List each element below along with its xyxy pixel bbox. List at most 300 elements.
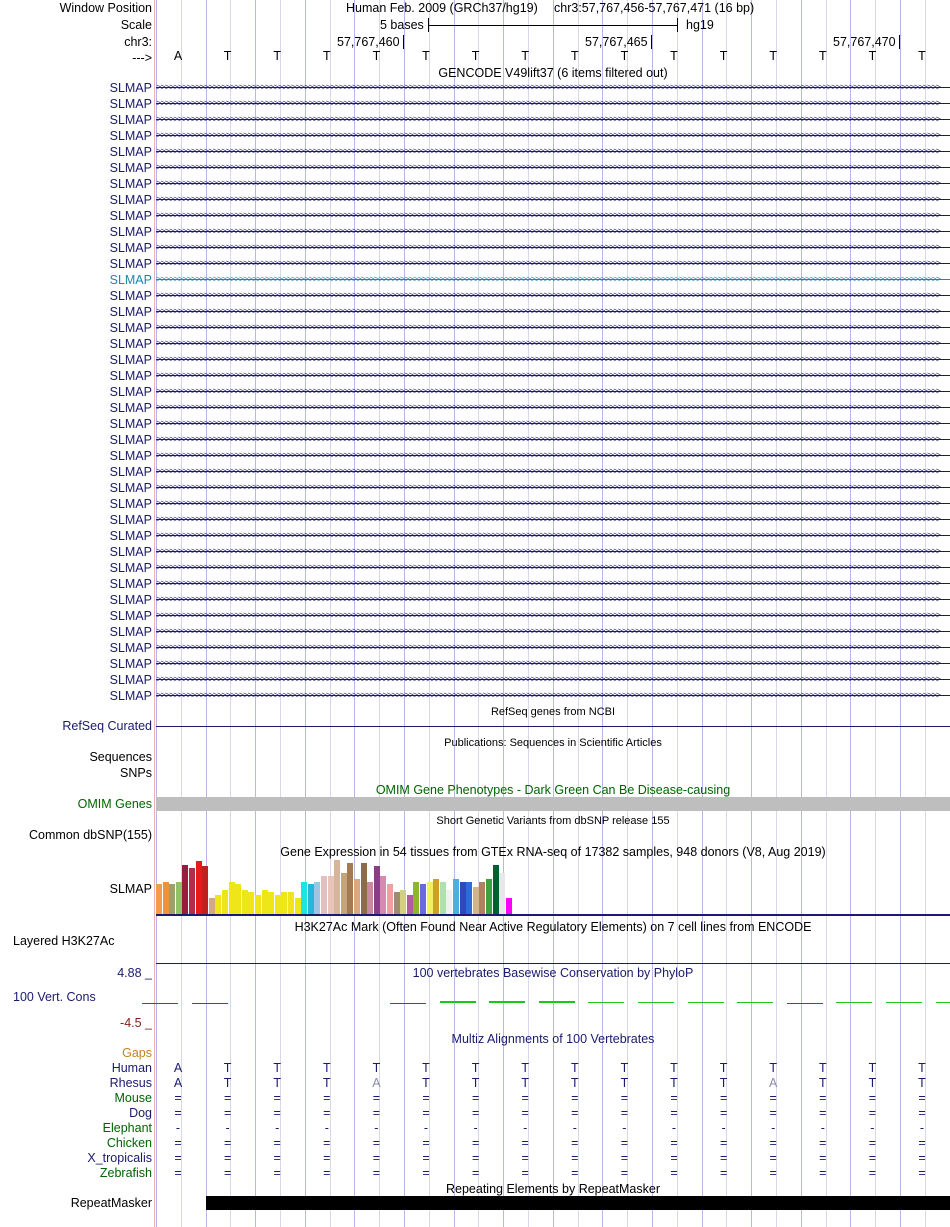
gtex-tissue-bar[interactable]: [288, 892, 294, 914]
gtex-tissue-bar[interactable]: [222, 890, 228, 914]
multiz-base: =: [471, 1091, 480, 1105]
multiz-base: =: [571, 1166, 579, 1180]
multiz-base: -: [175, 1121, 181, 1135]
multiz-base: =: [670, 1106, 678, 1120]
gencode-transcript-label[interactable]: SLMAP: [109, 305, 152, 319]
dna-base: T: [570, 49, 579, 63]
gencode-transcript[interactable]: >>>>>>>>>>>>>>>>>>>>>>>>>>>>>>>>>>>>>>>>>>>>>>>>>>>>>>>>>>>>>>>>>>>>>>>>>>>>>>>>>>>>>>>>>>>>>>>>>>>>>>>>>>>>>>>>>>>>>>>>>>>>>>>>>>>>>>>>>>>>>>>>>>>>>>>>>>>>>>>>>>>>>>>>>>>>>>>>>>>>: [156, 497, 950, 511]
multiz-base: T: [273, 1061, 281, 1075]
gencode-transcript[interactable]: >>>>>>>>>>>>>>>>>>>>>>>>>>>>>>>>>>>>>>>>>>>>>>>>>>>>>>>>>>>>>>>>>>>>>>>>>>>>>>>>>>>>>>>>>>>>>>>>>>>>>>>>>>>>>>>>>>>>>>>>>>>>>>>>>>>>>>>>>>>>>>>>>>>>>>>>>>>>>>>>>>>>>>>>>>>>>>>>>>>>: [156, 545, 950, 559]
gencode-transcript-label[interactable]: SLMAP: [109, 497, 152, 511]
gtex-tissue-bar[interactable]: [347, 863, 353, 914]
gencode-transcript-label[interactable]: SLMAP: [109, 129, 152, 143]
gencode-transcript[interactable]: >>>>>>>>>>>>>>>>>>>>>>>>>>>>>>>>>>>>>>>>>>>>>>>>>>>>>>>>>>>>>>>>>>>>>>>>>>>>>>>>>>>>>>>>>>>>>>>>>>>>>>>>>>>>>>>>>>>>>>>>>>>>>>>>>>>>>>>>>>>>>>>>>>>>>>>>>>>>>>>>>>>>>>>>>>>>>>>>>>>>: [156, 657, 950, 671]
multiz-base: =: [719, 1091, 728, 1105]
multiz-base: -: [671, 1121, 677, 1135]
gencode-transcript-label[interactable]: SLMAP: [109, 209, 152, 223]
multiz-base: T: [372, 1061, 381, 1075]
gtex-tissue-bar[interactable]: [387, 884, 393, 914]
gencode-transcript[interactable]: >>>>>>>>>>>>>>>>>>>>>>>>>>>>>>>>>>>>>>>>>>>>>>>>>>>>>>>>>>>>>>>>>>>>>>>>>>>>>>>>>>>>>>>>>>>>>>>>>>>>>>>>>>>>>>>>>>>>>>>>>>>>>>>>>>>>>>>>>>>>>>>>>>>>>>>>>>>>>>>>>>>>>>>>>>>>>>>>>>>>: [156, 449, 950, 463]
snps-label[interactable]: SNPs: [120, 766, 152, 780]
multiz-base: =: [670, 1091, 678, 1105]
coord-tick-mark-1: [403, 35, 404, 49]
multiz-base: =: [819, 1091, 827, 1105]
gencode-transcript[interactable]: >>>>>>>>>>>>>>>>>>>>>>>>>>>>>>>>>>>>>>>>>>>>>>>>>>>>>>>>>>>>>>>>>>>>>>>>>>>>>>>>>>>>>>>>>>>>>>>>>>>>>>>>>>>>>>>>>>>>>>>>>>>>>>>>>>>>>>>>>>>>>>>>>>>>>>>>>>>>>>>>>>>>>>>>>>>>>>>>>>>>: [156, 529, 950, 543]
gencode-transcript-label[interactable]: SLMAP: [109, 401, 152, 415]
multiz-species-label[interactable]: Dog: [129, 1106, 152, 1120]
multiz-base: -: [225, 1121, 230, 1135]
gencode-transcript[interactable]: >>>>>>>>>>>>>>>>>>>>>>>>>>>>>>>>>>>>>>>>>>>>>>>>>>>>>>>>>>>>>>>>>>>>>>>>>>>>>>>>>>>>>>>>>>>>>>>>>>>>>>>>>>>>>>>>>>>>>>>>>>>>>>>>>>>>>>>>>>>>>>>>>>>>>>>>>>>>>>>>>>>>>>>>>>>>>>>>>>>>: [156, 593, 950, 607]
multiz-base: =: [471, 1136, 480, 1150]
multiz-base: T: [719, 1061, 728, 1075]
multiz-base: -: [820, 1121, 825, 1135]
gtex-tissue-bar[interactable]: [400, 890, 406, 914]
multiz-base: =: [372, 1151, 381, 1165]
gencode-transcript[interactable]: >>>>>>>>>>>>>>>>>>>>>>>>>>>>>>>>>>>>>>>>>>>>>>>>>>>>>>>>>>>>>>>>>>>>>>>>>>>>>>>>>>>>>>>>>>>>>>>>>>>>>>>>>>>>>>>>>>>>>>>>>>>>>>>>>>>>>>>>>>>>>>>>>>>>>>>>>>>>>>>>>>>>>>>>>>>>>>>>>>>>: [156, 225, 950, 239]
gencode-transcript-label[interactable]: SLMAP: [109, 417, 152, 431]
multiz-base: =: [719, 1106, 728, 1120]
multiz-species-label[interactable]: Human: [111, 1061, 152, 1075]
multiz-base: =: [422, 1091, 430, 1105]
gencode-transcript[interactable]: >>>>>>>>>>>>>>>>>>>>>>>>>>>>>>>>>>>>>>>>>>>>>>>>>>>>>>>>>>>>>>>>>>>>>>>>>>>>>>>>>>>>>>>>>>>>>>>>>>>>>>>>>>>>>>>>>>>>>>>>>>>>>>>>>>>>>>>>>>>>>>>>>>>>>>>>>>>>>>>>>>>>>>>>>>>>>>>>>>>>: [156, 561, 950, 575]
sequences-label[interactable]: Sequences: [89, 750, 152, 764]
gencode-transcript-label[interactable]: SLMAP: [109, 561, 152, 575]
multiz-base: =: [372, 1166, 381, 1180]
dna-base: T: [769, 49, 777, 63]
gencode-transcript[interactable]: >>>>>>>>>>>>>>>>>>>>>>>>>>>>>>>>>>>>>>>>>>>>>>>>>>>>>>>>>>>>>>>>>>>>>>>>>>>>>>>>>>>>>>>>>>>>>>>>>>>>>>>>>>>>>>>>>>>>>>>>>>>>>>>>>>>>>>>>>>>>>>>>>>>>>>>>>>>>>>>>>>>>>>>>>>>>>>>>>>>>: [156, 641, 950, 655]
gtex-tissue-bar[interactable]: [248, 892, 254, 914]
multiz-base: =: [174, 1151, 182, 1165]
gencode-transcript-label[interactable]: SLMAP: [109, 545, 152, 559]
gencode-transcript-label[interactable]: SLMAP: [109, 241, 152, 255]
gtex-tissue-bar[interactable]: [169, 884, 175, 914]
gencode-transcript-label[interactable]: SLMAP: [109, 337, 152, 351]
gencode-transcript[interactable]: >>>>>>>>>>>>>>>>>>>>>>>>>>>>>>>>>>>>>>>>>>>>>>>>>>>>>>>>>>>>>>>>>>>>>>>>>>>>>>>>>>>>>>>>>>>>>>>>>>>>>>>>>>>>>>>>>>>>>>>>>>>>>>>>>>>>>>>>>>>>>>>>>>>>>>>>>>>>>>>>>>>>>>>>>>>>>>>>>>>>: [156, 513, 950, 527]
conservation-score-bar: [688, 1002, 724, 1003]
position-readout: chr3:57,767,456-57,767,471 (16 bp): [554, 1, 755, 15]
gencode-transcript-label[interactable]: SLMAP: [109, 321, 152, 335]
gencode-transcript[interactable]: >>>>>>>>>>>>>>>>>>>>>>>>>>>>>>>>>>>>>>>>>>>>>>>>>>>>>>>>>>>>>>>>>>>>>>>>>>>>>>>>>>>>>>>>>>>>>>>>>>>>>>>>>>>>>>>>>>>>>>>>>>>>>>>>>>>>>>>>>>>>>>>>>>>>>>>>>>>>>>>>>>>>>>>>>>>>>>>>>>>>: [156, 305, 950, 319]
gtex-tissue-bar[interactable]: [466, 882, 472, 914]
gtex-baseline: [156, 914, 950, 916]
multiz-base: =: [918, 1166, 926, 1180]
dbsnp-track-label[interactable]: Common dbSNP(155): [29, 828, 152, 842]
multiz-species-label[interactable]: Rhesus: [109, 1076, 152, 1090]
window-position-label: Window Position: [59, 1, 152, 15]
gencode-transcript-label[interactable]: SLMAP: [109, 433, 152, 447]
dna-base: T: [918, 49, 926, 63]
multiz-base: =: [223, 1136, 232, 1150]
h3k27ac-track-title: H3K27Ac Mark (Often Found Near Active Regulatory Elements) on 7 cell lines from ENCODE: [294, 920, 812, 934]
gtex-tissue-bar[interactable]: [182, 865, 188, 914]
conservation-score-bar: [836, 1002, 872, 1003]
gencode-transcript[interactable]: >>>>>>>>>>>>>>>>>>>>>>>>>>>>>>>>>>>>>>>>>>>>>>>>>>>>>>>>>>>>>>>>>>>>>>>>>>>>>>>>>>>>>>>>>>>>>>>>>>>>>>>>>>>>>>>>>>>>>>>>>>>>>>>>>>>>>>>>>>>>>>>>>>>>>>>>>>>>>>>>>>>>>>>>>>>>>>>>>>>>: [156, 353, 950, 367]
conservation-track-title: 100 vertebrates Basewise Conservation by PhyloP: [412, 966, 694, 980]
multiz-base: -: [423, 1121, 429, 1135]
multiz-base: =: [670, 1151, 678, 1165]
conservation-score-bar: [539, 1001, 575, 1003]
multiz-base: =: [620, 1136, 629, 1150]
dna-base: T: [273, 49, 281, 63]
db-name: hg19: [686, 18, 714, 32]
multiz-base: =: [868, 1091, 877, 1105]
repeatmasker-track-label[interactable]: RepeatMasker: [70, 1196, 152, 1210]
multiz-base: =: [918, 1151, 926, 1165]
multiz-base: A: [173, 1061, 183, 1075]
multiz-base: =: [571, 1136, 579, 1150]
refseq-track-title: RefSeq genes from NCBI: [490, 706, 616, 718]
conservation-track-label[interactable]: 100 Vert. Cons: [13, 990, 96, 1004]
dna-base: T: [471, 49, 480, 63]
gencode-transcript-label[interactable]: SLMAP: [109, 593, 152, 607]
assembly-name: Human Feb. 2009 (GRCh37/hg19): [346, 1, 538, 15]
multiz-base: T: [322, 1076, 331, 1090]
dna-base: T: [223, 49, 232, 63]
multiz-base: =: [819, 1106, 827, 1120]
gencode-transcript[interactable]: >>>>>>>>>>>>>>>>>>>>>>>>>>>>>>>>>>>>>>>>>>>>>>>>>>>>>>>>>>>>>>>>>>>>>>>>>>>>>>>>>>>>>>>>>>>>>>>>>>>>>>>>>>>>>>>>>>>>>>>>>>>>>>>>>>>>>>>>>>>>>>>>>>>>>>>>>>>>>>>>>>>>>>>>>>>>>>>>>>>>: [156, 145, 950, 159]
multiz-base: =: [819, 1166, 827, 1180]
multiz-base: -: [324, 1121, 329, 1135]
gtex-tissue-bar[interactable]: [281, 892, 287, 914]
gencode-transcript-label[interactable]: SLMAP: [109, 353, 152, 367]
dna-base: T: [422, 49, 430, 63]
gencode-transcript-label[interactable]: SLMAP: [109, 385, 152, 399]
gencode-transcript-label[interactable]: SLMAP: [109, 161, 152, 175]
multiz-base: =: [422, 1151, 430, 1165]
multiz-base: T: [918, 1061, 926, 1075]
conservation-score-bar: [936, 1002, 950, 1003]
multiz-base: T: [471, 1061, 480, 1075]
multiz-base: =: [620, 1091, 629, 1105]
gencode-transcript-label[interactable]: SLMAP: [109, 113, 152, 127]
gtex-tissue-bar[interactable]: [235, 884, 241, 914]
multiz-base: A: [769, 1076, 778, 1090]
multiz-base: -: [919, 1121, 925, 1135]
gtex-tissue-bar[interactable]: [354, 879, 360, 914]
conservation-score-bar: [638, 1002, 674, 1003]
h3k27ac-baseline: [156, 963, 950, 964]
multiz-base: =: [174, 1136, 182, 1150]
multiz-base: =: [521, 1166, 529, 1180]
gencode-transcript[interactable]: >>>>>>>>>>>>>>>>>>>>>>>>>>>>>>>>>>>>>>>>>>>>>>>>>>>>>>>>>>>>>>>>>>>>>>>>>>>>>>>>>>>>>>>>>>>>>>>>>>>>>>>>>>>>>>>>>>>>>>>>>>>>>>>>>>>>>>>>>>>>>>>>>>>>>>>>>>>>>>>>>>>>>>>>>>>>>>>>>>>>: [156, 417, 950, 431]
multiz-base: T: [322, 1061, 331, 1075]
gencode-transcript[interactable]: >>>>>>>>>>>>>>>>>>>>>>>>>>>>>>>>>>>>>>>>>>>>>>>>>>>>>>>>>>>>>>>>>>>>>>>>>>>>>>>>>>>>>>>>>>>>>>>>>>>>>>>>>>>>>>>>>>>>>>>>>>>>>>>>>>>>>>>>>>>>>>>>>>>>>>>>>>>>>>>>>>>>>>>>>>>>>>>>>>>>: [156, 433, 950, 447]
multiz-base: =: [174, 1166, 182, 1180]
multiz-base: =: [174, 1106, 182, 1120]
gencode-transcript-label[interactable]: SLMAP: [109, 465, 152, 479]
multiz-base: =: [323, 1091, 331, 1105]
gtex-tissue-bar[interactable]: [446, 890, 452, 914]
gtex-tissue-bar[interactable]: [380, 876, 386, 914]
multiz-base: T: [521, 1061, 529, 1075]
gencode-transcript-label[interactable]: SLMAP: [109, 609, 152, 623]
gencode-transcript[interactable]: >>>>>>>>>>>>>>>>>>>>>>>>>>>>>>>>>>>>>>>>>>>>>>>>>>>>>>>>>>>>>>>>>>>>>>>>>>>>>>>>>>>>>>>>>>>>>>>>>>>>>>>>>>>>>>>>>>>>>>>>>>>>>>>>>>>>>>>>>>>>>>>>>>>>>>>>>>>>>>>>>>>>>>>>>>>>>>>>>>>>: [156, 481, 950, 495]
multiz-base: =: [422, 1166, 430, 1180]
multiz-species-label[interactable]: X_tropicalis: [87, 1151, 152, 1165]
gencode-transcript[interactable]: >>>>>>>>>>>>>>>>>>>>>>>>>>>>>>>>>>>>>>>>>>>>>>>>>>>>>>>>>>>>>>>>>>>>>>>>>>>>>>>>>>>>>>>>>>>>>>>>>>>>>>>>>>>>>>>>>>>>>>>>>>>>>>>>>>>>>>>>>>>>>>>>>>>>>>>>>>>>>>>>>>>>>>>>>>>>>>>>>>>>: [156, 337, 950, 351]
multiz-base: =: [719, 1166, 728, 1180]
multiz-base: =: [422, 1106, 430, 1120]
gtex-tissue-bar[interactable]: [367, 882, 373, 914]
multiz-base: =: [719, 1151, 728, 1165]
multiz-base: T: [868, 1076, 877, 1090]
coord-tick-1: 57,767,460: [337, 35, 400, 49]
gencode-transcript[interactable]: >>>>>>>>>>>>>>>>>>>>>>>>>>>>>>>>>>>>>>>>>>>>>>>>>>>>>>>>>>>>>>>>>>>>>>>>>>>>>>>>>>>>>>>>>>>>>>>>>>>>>>>>>>>>>>>>>>>>>>>>>>>>>>>>>>>>>>>>>>>>>>>>>>>>>>>>>>>>>>>>>>>>>>>>>>>>>>>>>>>>: [156, 113, 950, 127]
multiz-base: -: [622, 1121, 627, 1135]
multiz-base: =: [223, 1091, 232, 1105]
multiz-base: =: [471, 1166, 480, 1180]
dna-base: A: [173, 49, 183, 63]
publications-track-title: Publications: Sequences in Scientific Articles: [444, 737, 662, 749]
gencode-transcript-label[interactable]: SLMAP: [109, 257, 152, 271]
gencode-transcript[interactable]: >>>>>>>>>>>>>>>>>>>>>>>>>>>>>>>>>>>>>>>>>>>>>>>>>>>>>>>>>>>>>>>>>>>>>>>>>>>>>>>>>>>>>>>>>>>>>>>>>>>>>>>>>>>>>>>>>>>>>>>>>>>>>>>>>>>>>>>>>>>>>>>>>>>>>>>>>>>>>>>>>>>>>>>>>>>>>>>>>>>>: [156, 161, 950, 175]
gtex-tissue-bar[interactable]: [202, 866, 208, 914]
h3k27ac-track-label[interactable]: Layered H3K27Ac: [13, 934, 115, 948]
gencode-transcript[interactable]: >>>>>>>>>>>>>>>>>>>>>>>>>>>>>>>>>>>>>>>>>>>>>>>>>>>>>>>>>>>>>>>>>>>>>>>>>>>>>>>>>>>>>>>>>>>>>>>>>>>>>>>>>>>>>>>>>>>>>>>>>>>>>>>>>>>>>>>>>>>>>>>>>>>>>>>>>>>>>>>>>>>>>>>>>>>>>>>>>>>>: [156, 177, 950, 191]
gencode-transcript-label[interactable]: SLMAP: [109, 177, 152, 191]
dna-base: T: [521, 49, 529, 63]
gencode-transcript-label[interactable]: SLMAP: [109, 673, 152, 687]
scale-bar: [428, 18, 678, 32]
gencode-transcript-label[interactable]: SLMAP: [109, 577, 152, 591]
gencode-transcript[interactable]: >>>>>>>>>>>>>>>>>>>>>>>>>>>>>>>>>>>>>>>>>>>>>>>>>>>>>>>>>>>>>>>>>>>>>>>>>>>>>>>>>>>>>>>>>>>>>>>>>>>>>>>>>>>>>>>>>>>>>>>>>>>>>>>>>>>>>>>>>>>>>>>>>>>>>>>>>>>>>>>>>>>>>>>>>>>>>>>>>>>>: [156, 673, 950, 687]
gtex-tissue-bar[interactable]: [420, 884, 426, 914]
gtex-tissue-bar[interactable]: [499, 873, 505, 914]
gtex-tissue-bar[interactable]: [301, 882, 307, 914]
multiz-base: =: [769, 1106, 777, 1120]
gencode-transcript[interactable]: >>>>>>>>>>>>>>>>>>>>>>>>>>>>>>>>>>>>>>>>>>>>>>>>>>>>>>>>>>>>>>>>>>>>>>>>>>>>>>>>>>>>>>>>>>>>>>>>>>>>>>>>>>>>>>>>>>>>>>>>>>>>>>>>>>>>>>>>>>>>>>>>>>>>>>>>>>>>>>>>>>>>>>>>>>>>>>>>>>>>: [156, 273, 950, 287]
gtex-tissue-bar[interactable]: [321, 876, 327, 914]
multiz-species-label[interactable]: Elephant: [102, 1121, 152, 1135]
multiz-base: =: [323, 1106, 331, 1120]
coord-tick-3: 57,767,470: [833, 35, 896, 49]
conservation-score-bar: [440, 1001, 476, 1003]
multiz-base: =: [819, 1151, 827, 1165]
multiz-base: -: [870, 1121, 875, 1135]
gencode-transcript[interactable]: >>>>>>>>>>>>>>>>>>>>>>>>>>>>>>>>>>>>>>>>>>>>>>>>>>>>>>>>>>>>>>>>>>>>>>>>>>>>>>>>>>>>>>>>>>>>>>>>>>>>>>>>>>>>>>>>>>>>>>>>>>>>>>>>>>>>>>>>>>>>>>>>>>>>>>>>>>>>>>>>>>>>>>>>>>>>>>>>>>>>: [156, 129, 950, 143]
multiz-base: T: [273, 1076, 281, 1090]
multiz-base: =: [571, 1151, 579, 1165]
multiz-base: =: [521, 1091, 529, 1105]
gtex-tissue-bar[interactable]: [156, 884, 162, 914]
gencode-transcript[interactable]: >>>>>>>>>>>>>>>>>>>>>>>>>>>>>>>>>>>>>>>>>>>>>>>>>>>>>>>>>>>>>>>>>>>>>>>>>>>>>>>>>>>>>>>>>>>>>>>>>>>>>>>>>>>>>>>>>>>>>>>>>>>>>>>>>>>>>>>>>>>>>>>>>>>>>>>>>>>>>>>>>>>>>>>>>>>>>>>>>>>>: [156, 385, 950, 399]
conservation-score-bar: [588, 1002, 624, 1003]
gencode-transcript[interactable]: >>>>>>>>>>>>>>>>>>>>>>>>>>>>>>>>>>>>>>>>>>>>>>>>>>>>>>>>>>>>>>>>>>>>>>>>>>>>>>>>>>>>>>>>>>>>>>>>>>>>>>>>>>>>>>>>>>>>>>>>>>>>>>>>>>>>>>>>>>>>>>>>>>>>>>>>>>>>>>>>>>>>>>>>>>>>>>>>>>>>: [156, 625, 950, 639]
gencode-track-title: GENCODE V49lift37 (6 items filtered out): [438, 66, 668, 80]
multiz-base: =: [670, 1136, 678, 1150]
multiz-base: A: [372, 1076, 381, 1090]
gencode-transcript[interactable]: >>>>>>>>>>>>>>>>>>>>>>>>>>>>>>>>>>>>>>>>>>>>>>>>>>>>>>>>>>>>>>>>>>>>>>>>>>>>>>>>>>>>>>>>>>>>>>>>>>>>>>>>>>>>>>>>>>>>>>>>>>>>>>>>>>>>>>>>>>>>>>>>>>>>>>>>>>>>>>>>>>>>>>>>>>>>>>>>>>>>: [156, 97, 950, 111]
gaps-label: Gaps: [122, 1046, 152, 1060]
conservation-max: 4.88 _: [117, 966, 152, 980]
gencode-transcript[interactable]: >>>>>>>>>>>>>>>>>>>>>>>>>>>>>>>>>>>>>>>>>>>>>>>>>>>>>>>>>>>>>>>>>>>>>>>>>>>>>>>>>>>>>>>>>>>>>>>>>>>>>>>>>>>>>>>>>>>>>>>>>>>>>>>>>>>>>>>>>>>>>>>>>>>>>>>>>>>>>>>>>>>>>>>>>>>>>>>>>>>>: [156, 241, 950, 255]
multiz-base: =: [273, 1151, 281, 1165]
gencode-transcript[interactable]: >>>>>>>>>>>>>>>>>>>>>>>>>>>>>>>>>>>>>>>>>>>>>>>>>>>>>>>>>>>>>>>>>>>>>>>>>>>>>>>>>>>>>>>>>>>>>>>>>>>>>>>>>>>>>>>>>>>>>>>>>>>>>>>>>>>>>>>>>>>>>>>>>>>>>>>>>>>>>>>>>>>>>>>>>>>>>>>>>>>>: [156, 609, 950, 623]
strand-arrow-label: --->: [132, 51, 152, 65]
gencode-transcript[interactable]: >>>>>>>>>>>>>>>>>>>>>>>>>>>>>>>>>>>>>>>>>>>>>>>>>>>>>>>>>>>>>>>>>>>>>>>>>>>>>>>>>>>>>>>>>>>>>>>>>>>>>>>>>>>>>>>>>>>>>>>>>>>>>>>>>>>>>>>>>>>>>>>>>>>>>>>>>>>>>>>>>>>>>>>>>>>>>>>>>>>>: [156, 401, 950, 415]
multiz-base: =: [273, 1136, 281, 1150]
gencode-transcript[interactable]: >>>>>>>>>>>>>>>>>>>>>>>>>>>>>>>>>>>>>>>>>>>>>>>>>>>>>>>>>>>>>>>>>>>>>>>>>>>>>>>>>>>>>>>>>>>>>>>>>>>>>>>>>>>>>>>>>>>>>>>>>>>>>>>>>>>>>>>>>>>>>>>>>>>>>>>>>>>>>>>>>>>>>>>>>>>>>>>>>>>>: [156, 289, 950, 303]
gencode-transcript[interactable]: >>>>>>>>>>>>>>>>>>>>>>>>>>>>>>>>>>>>>>>>>>>>>>>>>>>>>>>>>>>>>>>>>>>>>>>>>>>>>>>>>>>>>>>>>>>>>>>>>>>>>>>>>>>>>>>>>>>>>>>>>>>>>>>>>>>>>>>>>>>>>>>>>>>>>>>>>>>>>>>>>>>>>>>>>>>>>>>>>>>>: [156, 577, 950, 591]
gtex-tissue-bar[interactable]: [314, 882, 320, 914]
gtex-tissue-bar[interactable]: [268, 892, 274, 914]
multiz-base: =: [223, 1151, 232, 1165]
multiz-base: =: [273, 1166, 281, 1180]
multiz-base: =: [422, 1136, 430, 1150]
multiz-base: =: [323, 1166, 331, 1180]
multiz-base: =: [273, 1106, 281, 1120]
multiz-base: T: [868, 1061, 877, 1075]
dna-base: T: [372, 49, 381, 63]
gencode-transcript-label[interactable]: SLMAP: [109, 81, 152, 95]
multiz-base: =: [819, 1136, 827, 1150]
multiz-base: =: [471, 1106, 480, 1120]
conservation-score-bar: [142, 1003, 178, 1004]
multiz-base: =: [769, 1136, 777, 1150]
chrom-label: chr3:: [124, 35, 152, 49]
dbsnp-track-title: Short Genetic Variants from dbSNP release 155: [436, 815, 670, 827]
repeatmasker-track-title: Repeating Elements by RepeatMasker: [445, 1182, 660, 1196]
multiz-base: =: [323, 1151, 331, 1165]
multiz-base: T: [223, 1076, 232, 1090]
gtex-tissue-bar[interactable]: [255, 895, 261, 914]
gencode-transcript-label[interactable]: SLMAP: [109, 529, 152, 543]
gencode-transcript-label[interactable]: SLMAP: [109, 449, 152, 463]
gtex-tissue-bar[interactable]: [215, 895, 221, 914]
multiz-base: =: [372, 1106, 381, 1120]
multiz-base: =: [471, 1151, 480, 1165]
multiz-base: A: [173, 1076, 183, 1090]
multiz-base: -: [572, 1121, 577, 1135]
multiz-base: =: [769, 1091, 777, 1105]
multiz-species-label[interactable]: Chicken: [106, 1136, 152, 1150]
multiz-base: =: [868, 1166, 877, 1180]
multiz-base: T: [670, 1061, 678, 1075]
multiz-base: =: [372, 1136, 381, 1150]
multiz-base: =: [571, 1091, 579, 1105]
multiz-base: -: [721, 1121, 726, 1135]
gtex-tissue-bar[interactable]: [189, 868, 195, 914]
multiz-base: =: [620, 1151, 629, 1165]
omim-feature-bar[interactable]: [156, 797, 950, 811]
multiz-base: =: [521, 1136, 529, 1150]
multiz-base: T: [620, 1061, 629, 1075]
gencode-transcript-label[interactable]: SLMAP: [109, 289, 152, 303]
dna-base: T: [620, 49, 629, 63]
gtex-tissue-bar[interactable]: [453, 879, 459, 914]
scale-label: Scale: [120, 18, 152, 32]
multiz-base: =: [868, 1106, 877, 1120]
multiz-base: T: [570, 1061, 579, 1075]
refseq-feature[interactable]: [156, 726, 950, 727]
multiz-base: =: [223, 1106, 232, 1120]
gencode-transcript-label[interactable]: SLMAP: [109, 657, 152, 671]
gtex-expression-chart[interactable]: [156, 860, 556, 915]
conservation-score-bar: [737, 1002, 773, 1003]
conservation-score-bar: [489, 1001, 525, 1003]
gencode-transcript-label[interactable]: SLMAP: [109, 641, 152, 655]
multiz-track-title: Multiz Alignments of 100 Vertebrates: [451, 1032, 655, 1046]
multiz-base: T: [521, 1076, 529, 1090]
multiz-base: =: [918, 1136, 926, 1150]
multiz-base: =: [620, 1166, 629, 1180]
multiz-base: =: [719, 1136, 728, 1150]
gencode-transcript-label[interactable]: SLMAP: [109, 193, 152, 207]
multiz-base: T: [818, 1061, 827, 1075]
repeat-element-bar[interactable]: [206, 1196, 950, 1210]
gencode-transcript[interactable]: >>>>>>>>>>>>>>>>>>>>>>>>>>>>>>>>>>>>>>>>>>>>>>>>>>>>>>>>>>>>>>>>>>>>>>>>>>>>>>>>>>>>>>>>>>>>>>>>>>>>>>>>>>>>>>>>>>>>>>>>>>>>>>>>>>>>>>>>>>>>>>>>>>>>>>>>>>>>>>>>>>>>>>>>>>>>>>>>>>>>: [156, 209, 950, 223]
gtex-tissue-bar[interactable]: [334, 860, 340, 914]
multiz-species-label[interactable]: Mouse: [114, 1091, 152, 1105]
multiz-base: T: [620, 1076, 629, 1090]
multiz-base: =: [174, 1091, 182, 1105]
gtex-tissue-bar[interactable]: [479, 882, 485, 914]
gencode-transcript-label[interactable]: SLMAP: [109, 273, 152, 287]
gtex-tissue-bar[interactable]: [506, 898, 512, 914]
multiz-base: T: [769, 1061, 777, 1075]
gtex-track-title: Gene Expression in 54 tissues from GTEx RNA-seq of 17382 samples, 948 donors (V8, Aug 2019): [280, 845, 826, 859]
gencode-transcript-label[interactable]: SLMAP: [109, 225, 152, 239]
gencode-transcript-label[interactable]: SLMAP: [109, 97, 152, 111]
gencode-transcript-label[interactable]: SLMAP: [109, 481, 152, 495]
gtex-track-label[interactable]: SLMAP: [109, 882, 152, 896]
dna-base: T: [322, 49, 331, 63]
omim-track-title: OMIM Gene Phenotypes - Dark Green Can Be Disease-causing: [375, 783, 731, 797]
multiz-base: =: [372, 1091, 381, 1105]
conservation-score-bar: [787, 1003, 823, 1004]
multiz-base: -: [473, 1121, 478, 1135]
multiz-base: =: [670, 1166, 678, 1180]
gtex-tissue-bar[interactable]: [486, 879, 492, 914]
gencode-transcript-label[interactable]: SLMAP: [109, 369, 152, 383]
gencode-transcript[interactable]: >>>>>>>>>>>>>>>>>>>>>>>>>>>>>>>>>>>>>>>>>>>>>>>>>>>>>>>>>>>>>>>>>>>>>>>>>>>>>>>>>>>>>>>>>>>>>>>>>>>>>>>>>>>>>>>>>>>>>>>>>>>>>>>>>>>>>>>>>>>>>>>>>>>>>>>>>>>>>>>>>>>>>>>>>>>>>>>>>>>>: [156, 465, 950, 479]
gencode-transcript-label[interactable]: SLMAP: [109, 689, 152, 703]
gencode-transcript[interactable]: >>>>>>>>>>>>>>>>>>>>>>>>>>>>>>>>>>>>>>>>>>>>>>>>>>>>>>>>>>>>>>>>>>>>>>>>>>>>>>>>>>>>>>>>>>>>>>>>>>>>>>>>>>>>>>>>>>>>>>>>>>>>>>>>>>>>>>>>>>>>>>>>>>>>>>>>>>>>>>>>>>>>>>>>>>>>>>>>>>>>: [156, 81, 950, 95]
multiz-base: =: [769, 1166, 777, 1180]
gtex-tissue-bar[interactable]: [413, 882, 419, 914]
multiz-base: =: [571, 1106, 579, 1120]
dna-base: T: [868, 49, 877, 63]
conservation-score-bar: [192, 1003, 228, 1004]
gencode-transcript[interactable]: >>>>>>>>>>>>>>>>>>>>>>>>>>>>>>>>>>>>>>>>>>>>>>>>>>>>>>>>>>>>>>>>>>>>>>>>>>>>>>>>>>>>>>>>>>>>>>>>>>>>>>>>>>>>>>>>>>>>>>>>>>>>>>>>>>>>>>>>>>>>>>>>>>>>>>>>>>>>>>>>>>>>>>>>>>>>>>>>>>>>: [156, 689, 950, 703]
coord-tick-mark-3: [899, 35, 900, 49]
multiz-base: T: [422, 1061, 430, 1075]
label-separator: [154, 0, 155, 1227]
gtex-tissue-bar[interactable]: [433, 879, 439, 914]
refseq-track-label[interactable]: RefSeq Curated: [62, 719, 152, 733]
multiz-base: -: [275, 1121, 280, 1135]
gencode-transcript-label[interactable]: SLMAP: [109, 513, 152, 527]
multiz-base: =: [223, 1166, 232, 1180]
gencode-transcript-label[interactable]: SLMAP: [109, 625, 152, 639]
gencode-transcript[interactable]: >>>>>>>>>>>>>>>>>>>>>>>>>>>>>>>>>>>>>>>>>>>>>>>>>>>>>>>>>>>>>>>>>>>>>>>>>>>>>>>>>>>>>>>>>>>>>>>>>>>>>>>>>>>>>>>>>>>>>>>>>>>>>>>>>>>>>>>>>>>>>>>>>>>>>>>>>>>>>>>>>>>>>>>>>>>>>>>>>>>>: [156, 257, 950, 271]
multiz-base: =: [521, 1151, 529, 1165]
multiz-base: =: [323, 1136, 331, 1150]
coord-tick-2: 57,767,465: [585, 35, 648, 49]
gencode-transcript[interactable]: >>>>>>>>>>>>>>>>>>>>>>>>>>>>>>>>>>>>>>>>>>>>>>>>>>>>>>>>>>>>>>>>>>>>>>>>>>>>>>>>>>>>>>>>>>>>>>>>>>>>>>>>>>>>>>>>>>>>>>>>>>>>>>>>>>>>>>>>>>>>>>>>>>>>>>>>>>>>>>>>>>>>>>>>>>>>>>>>>>>>: [156, 193, 950, 207]
gencode-transcript-label[interactable]: SLMAP: [109, 145, 152, 159]
multiz-base: T: [471, 1076, 480, 1090]
gencode-transcript[interactable]: >>>>>>>>>>>>>>>>>>>>>>>>>>>>>>>>>>>>>>>>>>>>>>>>>>>>>>>>>>>>>>>>>>>>>>>>>>>>>>>>>>>>>>>>>>>>>>>>>>>>>>>>>>>>>>>>>>>>>>>>>>>>>>>>>>>>>>>>>>>>>>>>>>>>>>>>>>>>>>>>>>>>>>>>>>>>>>>>>>>>: [156, 369, 950, 383]
multiz-base: =: [868, 1151, 877, 1165]
multiz-species-label[interactable]: Zebrafish: [99, 1166, 152, 1180]
multiz-base: T: [670, 1076, 678, 1090]
multiz-base: =: [918, 1106, 926, 1120]
multiz-base: -: [523, 1121, 528, 1135]
omim-track-label[interactable]: OMIM Genes: [77, 797, 152, 811]
gencode-transcript[interactable]: >>>>>>>>>>>>>>>>>>>>>>>>>>>>>>>>>>>>>>>>>>>>>>>>>>>>>>>>>>>>>>>>>>>>>>>>>>>>>>>>>>>>>>>>>>>>>>>>>>>>>>>>>>>>>>>>>>>>>>>>>>>>>>>>>>>>>>>>>>>>>>>>>>>>>>>>>>>>>>>>>>>>>>>>>>>>>>>>>>>>: [156, 321, 950, 335]
multiz-base: =: [273, 1091, 281, 1105]
